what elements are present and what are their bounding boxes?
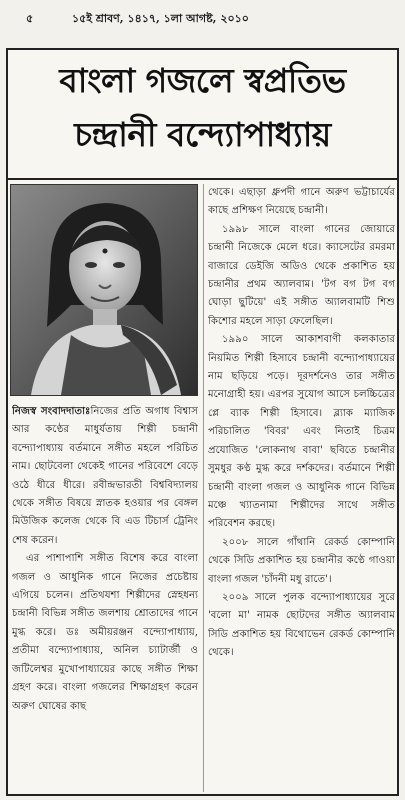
article-clipping [6, 48, 399, 796]
headline-line-1: বাংলা গজলে স্বপ্রতিভ [59, 61, 346, 100]
article-paragraph: ২০০৮ সালে গাঁথানি রেকর্ড কোম্পানি থেকে সিডি প্রকাশিত হয় চন্দ্রানীর কণ্ঠে গাওয়া বাংলা গজল 'চাঁদনী মধু রাতে'। [208, 536, 395, 585]
article-paragraph [12, 402, 198, 550]
article-paragraph: ২০০৯ সালে পুলক বন্দ্যোপাধ্যায়ের সুরে 'বলো মা' নামক ছোটদের সঙ্গীত অ্যালবাম সিডি প্রকাশিত হয় বিথোভেন রেকর্ড কোম্পানি থেকে। [208, 591, 395, 659]
portrait-image [11, 185, 197, 395]
article-paragraph: এর পাশাপাশি সঙ্গীত বিশেষ করে বাংলা গজল ও আধুনিক গানে নিজের প্রচেষ্টায় এগিয়ে চলেন। প্রতিথযশা শিল্পীদের স্নেহধন্য চন্দ্রানী বিভিন্ন সঙ্গীত জলশায় শ্রোতাদের গানে মুগ্ধ করে। ডঃ অমীয়রঞ্জন বন্দ্যোপাধ্যায়, প্রতীমা বন্দ্যোপাধ্যায়, অনিল চ্যাটার্জী ও জটিলেশ্বর মুখোপাধ্যায়ের কাছে সঙ্গীত শিক্ষা গ্রহণ করে। বাংলা গজলের শিক্ষাগ্রহণ করেন অরুণ ঘোষের কাছ [12, 553, 198, 712]
article-column-left [12, 402, 198, 792]
article-paragraph: ১৯৯৮ সালে বাংলা গানের জোয়ারে চন্দ্রানী নিজেকে মেলে ধরে। ক্যাসেটের রমরমা বাজারে ডেইজি অডিও থেকে প্রকাশিত হয় চন্দ্রানীর প্রথম অ্যালবাম। 'টগ বগ টগ বগ ঘোড়া ছুটিয়ে' এই সঙ্গীত অ্যালবামটি শিশু কিশোর মহলে সাড়া ফেলেছিল। [208, 223, 395, 327]
paragraph-text: নিজের প্রতি অগাধ বিশ্বাস আর কণ্ঠের মাধুর্যতায় শিল্পী চন্দ্রানী বন্দ্যোপাধ্যায় বর্তমানে সঙ্গীত মহলে পরিচিত নাম। ছোটবেলা থেকেই গানের পরিবেশে বেড়ে ওঠে ধীরে ধীরে। রবীন্দ্রভারতী বিশ্ববিদ্যালয় থেকে সঙ্গীত বিষয়ে স্নাতক হওয়ার পর বেঙ্গল মিউজিক কলেজ থেকে বি এড টিচার্স ট্রেনিং শেষ করেন। [12, 406, 198, 546]
page-number: ৫ [26, 12, 34, 25]
column-divider [203, 184, 204, 792]
article-paragraph: ১৯৯০ সালে আকাশবাণী কলকাতার নিয়মিত শিল্পী হিসাবে চন্দ্রানী বন্দ্যোপাধ্যায়ের নাম ছড়িয়ে পড়ে। দূরদর্শনেও তার সঙ্গীত মনোগ্রাহী হয়। এরপর সুযোগ আসে চলচ্চিত্রের প্লে ব্যাক শিল্পী হিসাবে। ব্ল্যাক ম্যাজিক পরিচালিত 'বিবর' এবং নিতাই চিত্রম প্রযোজিত 'লোকনাথ বাবা' ছবিতে চন্দ্রানীর সুমধুর কণ্ঠ মুগ্ধ করে দর্শকদের। বর্তমানে শিল্পী চন্দ্রানী বাংলা গজল ও আধুনিক গানে বিভিন্ন মঞ্চে খ্যাতনামা শিল্পীদের সাথে সঙ্গীত পরিবেশন করছে। [208, 334, 395, 530]
article-paragraph: থেকে। এছাড়া ধ্রুপদী গানে অরুণ ভট্টাচার্যের কাছে প্রশিক্ষণ নিয়েছে চন্দ্রানী। [208, 187, 395, 217]
page-header [8, 10, 397, 26]
article-column-right [208, 184, 395, 792]
headline-line-2: চন্দ্রানী বন্দ্যোপাধ্যায় [74, 115, 331, 154]
portrait-photo [10, 184, 198, 396]
page-date: ১৫ই শ্রাবণ, ১৪১৭, ১লা আগষ্ট, ২০১০ [72, 12, 249, 25]
byline: নিজস্ব সংবাদদাতাঃ [12, 405, 91, 417]
headline-rule [8, 178, 397, 180]
